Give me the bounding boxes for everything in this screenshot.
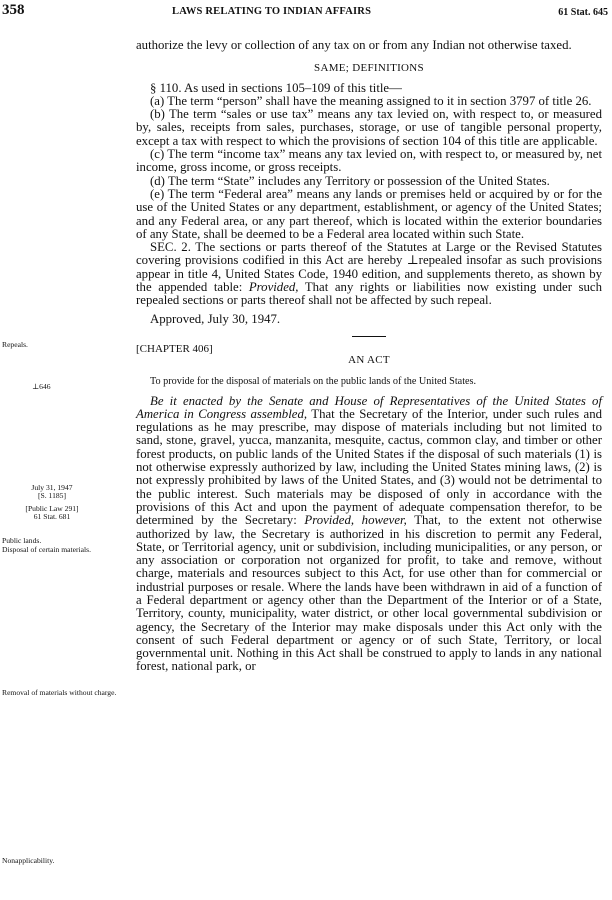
enacting-proviso: Provided, however, (304, 513, 407, 528)
margin-note-bill: [S. 1185] (38, 491, 66, 500)
section-2-proviso: Provided, (248, 280, 299, 295)
definition-a: (a) The term “person” shall have the meaning assigned to it in section 3797 of title 26. (150, 93, 592, 108)
margin-note-public-lands: Public lands. (2, 536, 42, 545)
act-title: AN ACT (348, 354, 390, 367)
definition-e: (e) The term “Federal area” means any lands or premises held or acquired by or for the use of the United States or any department, establishment, or agency of the United States; and any Federal area, or any part thereof, which is located within the exterior boundaries of any State, shall be deemed to be a Federal area located within such State. (136, 186, 602, 241)
definition-b: (b) The term “sales or use tax” means any tax levied on, with respect to, or measured by, sales, receipts from sales, purchases, storage, or use of tangible personal property, except a tax with respect to which the provisions of section 104 of this title are applicable. (136, 107, 602, 148)
enacting-clause (136, 395, 602, 674)
definition-c: (c) The term “income tax” means any tax levied on, with respect to, or measured by, net income, gross income, or gross receipts. (136, 147, 602, 175)
margin-note-date: July 31, 1947 (31, 483, 73, 492)
statute-text (136, 39, 602, 674)
section-2-text-cont: That any rights or liabilities now existing under such repealed sections or parts thereof shall not be affected by such repeal. (136, 280, 603, 308)
chapter-number: [CHAPTER 406] (136, 342, 213, 355)
section-2-text: SEC. 2. The sections or parts thereof of the Statutes at Large or the Revised Statutes covering provisions codified in this Act are hereby ⊥repealed insofar as such provisions appear in title 4, United States Code, 1940 edition, and supplements thereto, as shown by the appended table: (136, 240, 602, 295)
section-heading: SAME; DEFINITIONS (314, 62, 424, 75)
enacting-text: That the Secretary of the Interior, under such rules and regulations as he may prescribe, may dispose of materials including but not limited to sand, stone, gravel, yucca, manzanita, mesquite, cactus, common clay, and timber or other forest products, on public lands of the United States if the disposal of such materials (1) is not otherwise expressly authorized by law, including the United States mining laws, (2) is not expressly prohibited by laws of the United States, and (3) would not be detrimental to the public interest. Such materials may be disposed of only in accordance with the provisions of this Act and upon the payment of adequate compensation therefor, to be determined by the Secretary: (136, 406, 602, 528)
page-number: 358 (2, 2, 25, 18)
running-title: LAWS RELATING TO INDIAN AFFAIRS (172, 6, 372, 17)
approval-date: Approved, July 30, 1947. (150, 311, 281, 326)
enacting-formula: Be it enacted by the Senate and House of Representatives of the United States of America in Congress assembled, (136, 393, 602, 421)
section-divider (352, 336, 386, 337)
statute-citation: 61 Stat. 645 (558, 7, 608, 18)
margin-note-public-law: [Public Law 291] (25, 504, 79, 513)
margin-note-page-ref: ⊥646 (32, 382, 51, 391)
margin-note-stat: 61 Stat. 681 (33, 512, 71, 521)
margin-note-removal: Removal of materials without charge. (2, 688, 117, 697)
section-2 (136, 241, 602, 307)
act-purpose: To provide for the disposal of materials on the public lands of the United States. (150, 375, 477, 387)
section-110-intro: § 110. As used in sections 105–109 of this title— (150, 80, 402, 95)
carryover-paragraph: authorize the levy or collection of any tax on or from any Indian not otherwise taxed. (136, 38, 572, 52)
margin-note-repeals: Repeals. (2, 340, 28, 349)
enacting-text-cont: That, to the extent not otherwise authorized by law, the Secretary is authorized in his discretion to permit any Federal, State, or Territorial agency, unit or subdivision, including municipalities, or any person, or any association or corporation not organized for profit, to take and remove, without charge, materials and resources subject to this Act, for use other than for commercial or industrial purposes or resale. Where the lands have been withdrawn in aid of a function of a Federal department or agency other than the Department of the Interior or of a State, Territory, county, municipality, water district, or other local governmental subdivision or agency, the Secretary of the Interior may make disposals under this Act only with the consent of such Federal department or agency or of such State, Territory, or local governmental unit. Nothing in this Act shall be construed to apply to lands in any national forest, national park, or (136, 513, 602, 674)
margin-note-disposal: Disposal of certain materials. (2, 545, 91, 554)
definition-d: (d) The term “State” includes any Territory or possession of the United States. (150, 173, 550, 188)
margin-note-nonapplicability: Nonapplicability. (2, 856, 55, 865)
